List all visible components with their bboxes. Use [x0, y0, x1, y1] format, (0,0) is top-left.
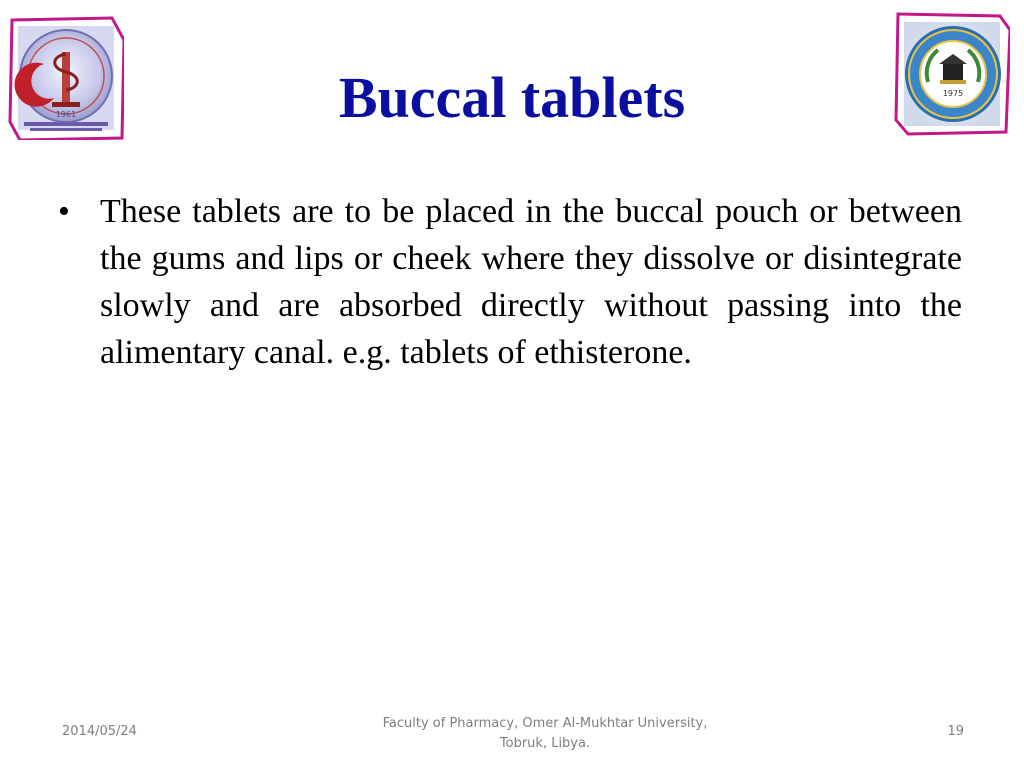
- bullet-item: [58, 188, 962, 376]
- bullet-list: [58, 188, 962, 376]
- slide-title: Buccal tablets: [338, 65, 686, 130]
- university-seal-icon: [894, 12, 1010, 136]
- svg-text:1961: 1961: [55, 110, 77, 119]
- bullet-icon: •: [58, 193, 70, 230]
- footer-date: 2014/05/24: [62, 724, 137, 739]
- footer-institution-line2: Tobruk, Libya.: [499, 736, 591, 751]
- svg-text:1975: 1975: [942, 89, 964, 98]
- footer-institution: [345, 714, 745, 754]
- page-number: 19: [947, 724, 964, 739]
- footer-institution-line1: Faculty of Pharmacy, Omer Al-Mukhtar University,: [382, 716, 708, 731]
- bullet-text: These tablets are to be placed in the buccal pouch or between the gums and lips or cheek where they dissolve or disintegrate slowly and are absorbed directly without passing into the alimentary canal. e.g. tablets of ethisterone.: [100, 193, 962, 371]
